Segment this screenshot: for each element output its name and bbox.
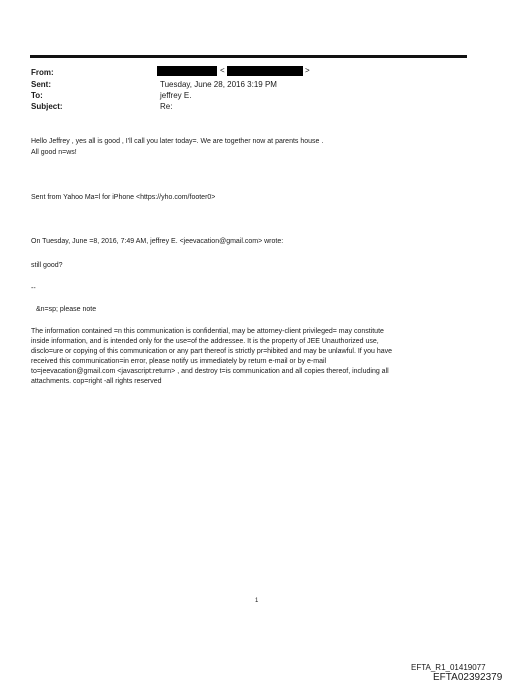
from-label: From: xyxy=(31,68,54,77)
redaction-bar xyxy=(227,66,303,76)
redaction-bar xyxy=(157,66,217,76)
bates-stamp-small: EFTA_R1_01419077 xyxy=(411,663,486,672)
disclaimer-line-4: received this communication=in error, please notify us immediately by return e-mail or by e-mail xyxy=(31,358,327,365)
signature-separator: -- xyxy=(31,285,36,292)
to-label: To: xyxy=(31,91,43,100)
quote-text: still good? xyxy=(31,262,63,269)
sent-label: Sent: xyxy=(31,80,51,89)
quote-header: On Tuesday, June =8, 2016, 7:49 AM, jeffrey E. <jeevacation@gmail.com> wrote: xyxy=(31,238,284,245)
mobile-signature: Sent from Yahoo Ma=l for iPhone <https://yho.com/footer0> xyxy=(31,194,216,201)
disclaimer-line-6: attachments. cop=right -all rights reserved xyxy=(31,378,162,385)
disclaimer-line-5: to=jeevacation@gmail.com <javascript:return> , and destroy t=is communication and all copies thereof, including all xyxy=(31,368,389,375)
subject-value: Re: xyxy=(160,102,173,111)
from-open-bracket: < xyxy=(220,66,225,75)
sent-value: Tuesday, June 28, 2016 3:19 PM xyxy=(160,80,277,89)
note-line: &n=sp; please note xyxy=(36,306,97,313)
page-number: 1 xyxy=(255,598,259,604)
header-rule xyxy=(30,55,467,58)
to-value: jeffrey E. xyxy=(160,91,192,100)
from-close-bracket: > xyxy=(305,66,310,75)
disclaimer-line-2: inside information, and is intended only for the use=of the addressee. It is the property of JEE Unauthorized use, xyxy=(31,338,379,345)
greeting-line-2: All good n=ws! xyxy=(31,149,77,156)
greeting-line-1: Hello Jeffrey , yes all is good , I'll call you later today=. We are together now at parents house . xyxy=(31,138,324,145)
disclaimer-line-1: The information contained =n this communication is confidential, may be attorney-client privileged= may constitute xyxy=(31,328,384,335)
subject-label: Subject: xyxy=(31,102,63,111)
disclaimer-line-3: disclo=ure or copying of this communication or any part thereof is strictly pr=hibited and may be unlawful. If you have xyxy=(31,348,393,355)
bates-stamp-large: EFTA02392379 xyxy=(433,672,503,683)
